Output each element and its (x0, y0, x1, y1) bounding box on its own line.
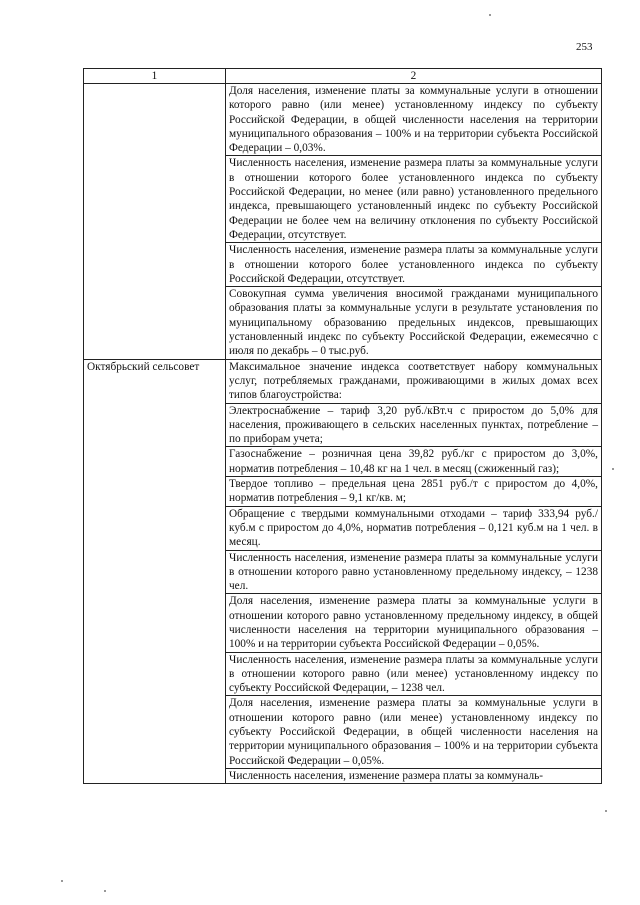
indicator-paragraph: Твердое топливо – предельная цена 2851 руб./т с приростом до 4,0%, норматив потребления – 9,1 кг/кв. м; (226, 476, 601, 506)
indicator-paragraph: Электроснабжение – тариф 3,20 руб./кВт.ч с приростом до 5,0% для населения, проживающего в сельских населенных пунктах, потребление – по приборам учета; (226, 403, 601, 447)
table-row (84, 359, 602, 784)
indicator-paragraph: Численность населения, изменение размера платы за коммунальные услуги в отношении которого более установленного индекса по субъекту Российской Федерации, отсутствует. (226, 242, 601, 286)
scan-speck (61, 880, 63, 882)
indicator-paragraph: Доля населения, изменение платы за коммунальные услуги в отношении которого равно (или менее) установленному индексу по субъекту Российской Федерации, в общей численности населения на территории муниципального образования – 100% и на территории субъекта Российской Федерации – 0,03%. (229, 85, 598, 155)
column-header-1: 1 (84, 69, 226, 84)
indicator-paragraph: Численность населения, изменение размера платы за коммунальные услуги в отношении которого равно (или менее) установленному индексу по субъекту Российской Федерации, – 1238 чел. (226, 652, 601, 696)
indicator-paragraph: Доля населения, изменение размера платы за коммунальные услуги в отношении которого равно (или менее) установленному индексу по субъекту Российской Федерации, в общей численности населения на территории муниципального образования – 100% и на территории субъекта Российской Федерации – 0,05%. (226, 695, 601, 767)
scan-speck (104, 890, 106, 892)
scan-speck (605, 810, 607, 812)
indicator-paragraph: Совокупная сумма увеличения вносимой гражданами муниципального образования платы за коммунальные услуги в результате установления по муниципальному образованию предельных индексов, превышающих установленный индекс по субъекту Российской Федерации, ежемесячно с июля по декабрь – 0 тыс.руб. (226, 286, 601, 358)
scan-speck (489, 14, 491, 16)
table-row (84, 84, 602, 360)
region-name-cell: Октябрьский сельсовет (84, 359, 226, 784)
document-table (83, 68, 602, 784)
column-header-2: 2 (226, 69, 602, 84)
page-number: 253 (576, 41, 593, 53)
indicator-paragraph: Обращение с твердыми коммунальными отходами – тариф 333,94 руб./куб.м с приростом до 4,0%, норматив потребления – 0,121 куб.м на 1 чел. в месяц. (226, 506, 601, 550)
table-header-row (84, 69, 602, 84)
indicator-paragraph: Численность населения, изменение размера платы за коммунальные услуги в отношении которого равно установленному предельному индексу, – 1238 чел. (226, 550, 601, 594)
indicator-paragraph: Численность населения, изменение размера платы за коммунальные услуги в отношении которого более установленного индекса по субъекту Российской Федерации, но менее (или равно) установленного предельного индекса, превышающего установленный индекс по субъекту Российской Федерации не более чем на величину отклонения по субъекту Российской Федерации, отсутствует. (226, 155, 601, 242)
indicator-paragraph: Доля населения, изменение размера платы за коммунальные услуги в отношении которого равно установленному предельному индексу, в общей численности населения на территории муниципального образования – 100% и на территории субъекта Российской Федерации – 0,05%. (226, 593, 601, 651)
indicator-paragraph: Максимальное значение индекса соответствует набору коммунальных услуг, потребляемых гражданами, проживающими в жилых домах всех типов благоустройства: (229, 360, 598, 402)
region-name-cell (84, 84, 226, 360)
indicator-paragraph: Численность населения, изменение размера платы за коммуналь- (226, 768, 601, 783)
indicator-paragraph: Газоснабжение – розничная цена 39,82 руб./кг с приростом до 3,0%, норматив потребления – 10,48 кг на 1 чел. в месяц (сжиженный газ); (226, 446, 601, 476)
indicator-text-cell (226, 359, 602, 784)
table-body (84, 84, 602, 784)
scan-speck (612, 468, 614, 470)
indicator-text-cell (226, 84, 602, 360)
